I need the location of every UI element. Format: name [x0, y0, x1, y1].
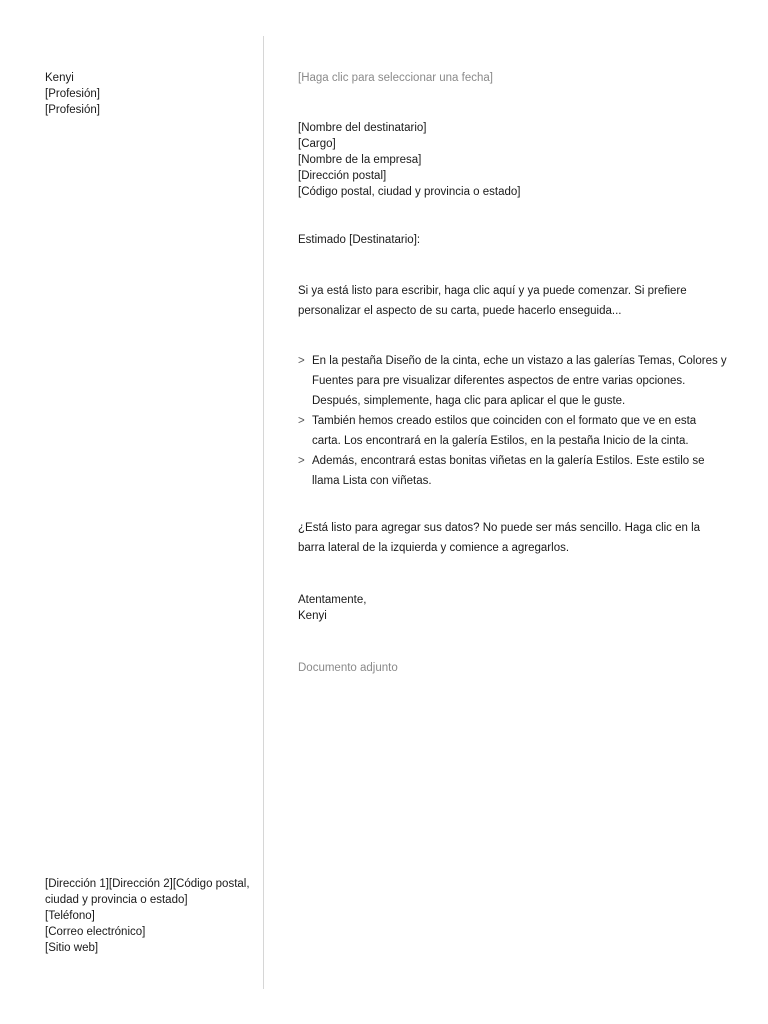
author-name[interactable]: Kenyi [45, 72, 74, 84]
bullet-item[interactable] [298, 351, 728, 411]
bullet-item[interactable] [298, 411, 728, 451]
closing-text[interactable]: Atentamente, [298, 594, 367, 606]
bullet-marker-icon: > [298, 355, 305, 367]
bullet-marker-icon: > [298, 415, 305, 427]
sidebar-contact [45, 876, 250, 956]
closing-block [298, 592, 728, 624]
attachment-note[interactable]: Documento adjunto [298, 662, 398, 674]
email-field[interactable]: [Correo electrónico] [45, 926, 146, 938]
address-field[interactable]: [Dirección 1][Dirección 2][Código postal, ciudad y provincia o estado] [45, 878, 250, 906]
phone-field[interactable]: [Teléfono] [45, 910, 95, 922]
greeting[interactable]: Estimado [Destinatario]: [298, 234, 421, 246]
body-paragraph[interactable]: ¿Está listo para agregar sus datos? No puede ser más sencillo. Haga clic en la barra lateral de la izquierda y comience a agregarlos. [298, 522, 701, 554]
date-picker-field[interactable]: [Haga clic para seleccionar una fecha] [298, 72, 493, 84]
sidebar-header [45, 70, 100, 118]
bullet-text: En la pestaña Diseño de la cinta, eche un vistazo a las galerías Temas, Colores y Fuentes para pre visualizar diferentes aspectos de entre varias opciones. Después, simplemente, haga clic para aplicar el que le guste. [312, 355, 727, 407]
website-field[interactable]: [Sitio web] [45, 942, 99, 954]
sidebar-divider [263, 36, 264, 989]
bullet-text: Además, encontrará estas bonitas viñetas en la galería Estilos. Este estilo se llama Lista con viñetas. [312, 455, 705, 487]
city-line-field[interactable]: [Código postal, ciudad y provincia o estado] [298, 186, 521, 198]
bullet-list [298, 351, 728, 491]
postal-address-field[interactable]: [Dirección postal] [298, 170, 387, 182]
signature-name[interactable]: Kenyi [298, 610, 327, 622]
bullet-item[interactable] [298, 451, 728, 491]
recipient-block [298, 120, 728, 200]
body-paragraph[interactable]: Si ya está listo para escribir, haga clic aquí y ya puede comenzar. Si prefiere personalizar el aspecto de su carta, puede hacerlo enseguida... [298, 285, 687, 317]
profession-field[interactable]: [Profesión] [45, 104, 100, 116]
company-name-field[interactable]: [Nombre de la empresa] [298, 154, 422, 166]
recipient-name-field[interactable]: [Nombre del destinatario] [298, 122, 427, 134]
bullet-marker-icon: > [298, 455, 305, 467]
bullet-text: También hemos creado estilos que coinciden con el formato que ve en esta carta. Los encontrará en la galería Estilos, en la pestaña Inicio de la cinta. [312, 415, 697, 447]
profession-field[interactable]: [Profesión] [45, 88, 100, 100]
recipient-title-field[interactable]: [Cargo] [298, 138, 336, 150]
